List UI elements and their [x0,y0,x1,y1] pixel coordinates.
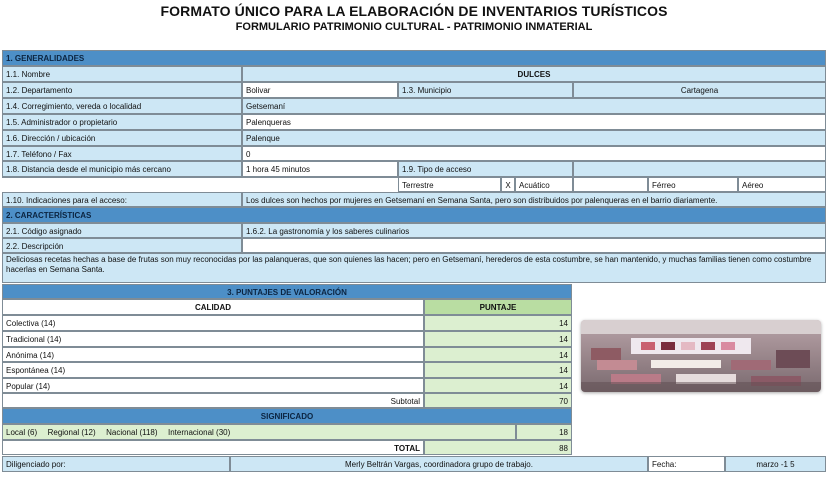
municipio-label: 1.3. Municipio [398,82,573,98]
calidad-header: CALIDAD [2,299,424,315]
section-caracteristicas-header: 2. CARACTERÍSTICAS [2,207,826,223]
acceso-acuatico-mark [573,177,648,192]
distancia-value: 1 hora 45 minutos [242,161,398,177]
calidad-row-score: 14 [424,331,572,347]
acceso-ferreo: Férreo [648,177,738,192]
municipio-value: Cartagena [573,82,826,98]
indicaciones-value: Los dulces son hechos por mujeres en Getsemaní en Semana Santa, pero son distribuidos por palenqueras en el barrio diariamente. [242,192,826,207]
significado-header: SIGNIFICADO [2,408,572,424]
dulces-photo [581,320,821,392]
departamento-label: 1.2. Departamento [2,82,242,98]
administrador-label: 1.5. Administrador o propietario [2,114,242,130]
puntaje-header: PUNTAJE [424,299,572,315]
calidad-row-score: 14 [424,362,572,378]
significado-value: 18 [516,424,572,440]
fecha-label: Fecha: [648,456,725,472]
calidad-row-score: 14 [424,315,572,331]
acceso-terrestre: Terrestre [398,177,501,192]
total-value: 88 [424,440,572,455]
calidad-row-label: Anónima (14) [2,347,424,362]
acceso-blank [2,177,398,192]
tipo-acceso-label: 1.9. Tipo de acceso [398,161,573,177]
total-label: TOTAL [2,440,424,455]
telefono-label: 1.7. Teléfono / Fax [2,146,242,161]
significado-internacional: Internacional (30) [168,428,231,437]
descripcion-text: Deliciosas recetas hechas a base de frutas son muy reconocidas por las palanqueras, que son quienes las hacen; pero en Getsemaní, herederos de esta costumbre, se han mantenido, y muchas familias tienen como costumbre hacerlas en Semana Santa. [2,253,826,283]
calidad-row-score: 14 [424,347,572,362]
significado-options [2,424,516,440]
tipo-acceso-spacer [573,161,826,177]
direccion-value: Palenque [242,130,826,146]
dulces-photo-image [581,320,821,392]
acceso-aereo: Aéreo [738,177,826,192]
subtotal-value: 70 [424,393,572,408]
form-subtitle: FORMULARIO PATRIMONIO CULTURAL - PATRIMONIO INMATERIAL [235,21,593,33]
administrador-value: Palenqueras [242,114,826,130]
corregimiento-label: 1.4. Corregimiento, vereda o localidad [2,98,242,114]
telefono-value: 0 [242,146,826,161]
acceso-terrestre-mark: X [501,177,515,192]
calidad-row-label: Colectiva (14) [2,315,424,331]
significado-regional: Regional (12) [47,428,96,437]
codigo-label: 2.1. Código asignado [2,223,242,238]
significado-local: Local (6) [6,428,38,437]
nombre-label: 1.1. Nombre [2,66,242,82]
corregimiento-value: Getsemaní [242,98,826,114]
section-puntajes-header: 3. PUNTAJES DE VALORACIÓN [2,284,572,299]
distancia-label: 1.8. Distancia desde el municipio más cercano [2,161,242,177]
calidad-row-label: Popular (14) [2,378,424,393]
codigo-value: 1.6.2. La gastronomía y los saberes culinarios [242,223,826,238]
form-title: FORMATO ÚNICO PARA LA ELABORACIÓN DE INVENTARIOS TURÍSTICOS [160,3,668,19]
indicaciones-label: 1.10. Indicaciones para el acceso: [2,192,242,207]
significado-nacional: Nacional (118) [106,428,158,437]
fecha-value: marzo -1 5 [725,456,826,472]
nombre-value: DULCES [242,66,826,82]
direccion-label: 1.6. Dirección / ubicación [2,130,242,146]
subtotal-label: Subtotal [2,393,424,408]
diligenciado-value: Merly Beltrán Vargas, coordinadora grupo de trabajo. [230,456,648,472]
descripcion-label: 2.2. Descripción [2,238,242,253]
calidad-row-label: Espontánea (14) [2,362,424,378]
diligenciado-label: Diligenciado por: [2,456,230,472]
departamento-value: Bolivar [242,82,398,98]
section-generalidades-header: 1. GENERALIDADES [2,50,826,66]
calidad-row-score: 14 [424,378,572,393]
calidad-row-label: Tradicional (14) [2,331,424,347]
descripcion-label-spacer [242,238,826,253]
acceso-acuatico: Acuático [515,177,573,192]
